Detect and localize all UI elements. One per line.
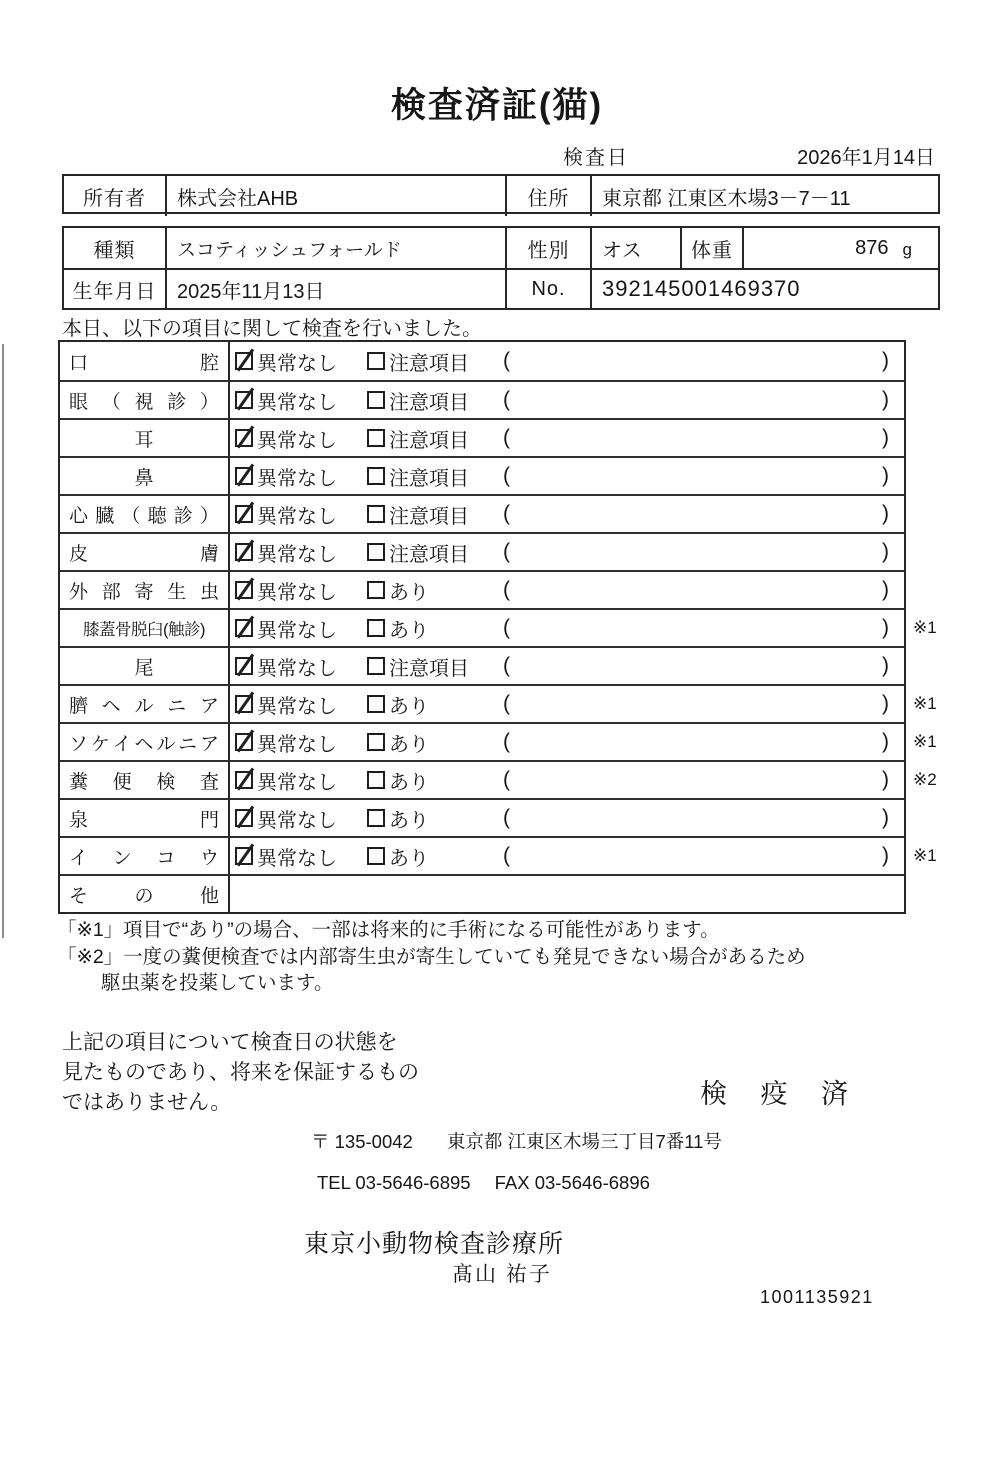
result-normal-option (235, 462, 367, 491)
paren-close: ) (882, 844, 889, 867)
paren-close: ) (882, 806, 889, 829)
item-name-segment: 部 (101, 581, 121, 603)
quarantine-passed-stamp: 検 疫 済 (700, 1079, 862, 1109)
checkbox-unchecked-icon (367, 505, 385, 523)
item-name-segment: ル (134, 695, 154, 717)
remarks-parentheses (503, 349, 904, 373)
item-name-segment: 膝蓋骨脱臼(触診) (83, 621, 205, 639)
item-name-segment: ニ (167, 695, 187, 717)
footnote-reference: ※1 (913, 732, 937, 751)
item-name-segment: そ (69, 885, 89, 907)
option-attention-label: あり (389, 581, 429, 604)
inspection-row (60, 532, 904, 570)
item-name-segment: 視 (134, 391, 154, 413)
item-name-segment: 耳 (134, 429, 154, 451)
item-name-segment: ソ (69, 733, 89, 755)
weight-cell (742, 228, 938, 268)
clinic-address: 東京都 江東区木場三丁目7番11号 (446, 1131, 722, 1152)
option-normal-label: 異常なし (257, 771, 337, 794)
item-name-segment: イ (112, 733, 132, 755)
inspection-item-name (60, 572, 230, 608)
inspection-row (60, 570, 904, 608)
item-name-segment: 虫 (199, 581, 219, 603)
checkbox-unchecked-icon (367, 467, 385, 485)
clinic-postal-code: 〒 135-0042 (311, 1131, 413, 1152)
scan-edge-artifact (2, 344, 4, 938)
item-name-segment: コ (156, 847, 176, 869)
inspection-result-cell (230, 800, 904, 836)
paren-open: ( (503, 540, 510, 563)
result-normal-option (235, 538, 367, 567)
paren-close: ) (882, 578, 889, 601)
checkbox-checked-icon (235, 809, 253, 827)
option-normal-label: 異常なし (257, 809, 337, 832)
item-name-segment: 生 (167, 581, 187, 603)
birth-label: 生年月日 (72, 280, 157, 303)
footnote-reference: ※2 (913, 770, 937, 789)
paren-close: ) (882, 616, 889, 639)
checkbox-unchecked-icon (367, 619, 385, 637)
checkbox-unchecked-icon (367, 809, 385, 827)
animal-table (62, 226, 940, 310)
birth-value: 2025年11月13日 (165, 270, 505, 308)
item-name-segment: 膚 (199, 543, 219, 565)
option-attention-label: あり (389, 733, 429, 756)
item-name-segment: 査 (199, 771, 219, 793)
microchip-no-label: No. (505, 270, 590, 308)
result-attention-option (367, 538, 503, 567)
option-normal-label: 異常なし (257, 695, 337, 718)
item-name-segment: ケ (90, 733, 110, 755)
inspection-result-cell (230, 838, 904, 874)
inspection-item-name (60, 458, 230, 494)
option-attention-label: あり (389, 809, 429, 832)
item-name-segment: 便 (112, 771, 132, 793)
checkbox-checked-icon (235, 429, 253, 447)
inspection-result-cell (230, 724, 904, 760)
owner-value: 株式会社AHB (165, 176, 505, 216)
inspection-item-name (60, 610, 230, 646)
clinic-fax: FAX 03-5646-6896 (494, 1172, 650, 1193)
disclaimer-line-2: 見たものであり、将来を保証するもの (62, 1061, 419, 1084)
clinic-tel: TEL 03-5646-6895 (317, 1172, 471, 1193)
option-attention-label: 注意項目 (389, 467, 469, 490)
option-normal-label: 異常なし (257, 657, 337, 680)
paren-close: ) (882, 349, 889, 372)
paren-close: ) (882, 426, 889, 449)
result-normal-option (235, 804, 367, 833)
inspection-item-name (60, 382, 230, 418)
paren-open: ( (503, 730, 510, 753)
result-attention-option (367, 614, 503, 643)
option-attention-label: 注意項目 (389, 352, 469, 375)
footnote-2: 「※2」一度の糞便検査では内部寄生虫が寄生していても発見できない場合があるため (57, 945, 806, 968)
result-attention-option (367, 500, 503, 529)
option-normal-label: 異常なし (257, 467, 337, 490)
inspection-item-name (60, 876, 230, 912)
disclaimer-line-1: 上記の項目について検査日の状態を (62, 1031, 398, 1054)
weight-unit: g (902, 240, 912, 259)
option-attention-label: 注意項目 (389, 543, 469, 566)
checkbox-checked-icon (235, 657, 253, 675)
inspection-row (60, 722, 937, 760)
paren-open: ( (503, 844, 510, 867)
result-attention-option (367, 424, 503, 453)
result-attention-option (367, 347, 503, 376)
result-normal-option (235, 690, 367, 719)
item-name-segment: ヘ (134, 733, 154, 755)
item-name-segment: 臓 (95, 505, 115, 527)
result-normal-option (235, 386, 367, 415)
remarks-parentheses (503, 426, 904, 450)
inspection-row (60, 836, 937, 874)
option-attention-label: 注意項目 (389, 429, 469, 452)
breed-label: 種類 (93, 239, 136, 262)
paren-open: ( (503, 692, 510, 715)
item-name-segment: 皮 (69, 543, 89, 565)
result-attention-option (367, 652, 503, 681)
item-name-segment: イ (69, 847, 89, 869)
item-name-segment: 腔 (199, 352, 219, 374)
result-attention-option (367, 690, 503, 719)
item-name-segment: 門 (199, 809, 219, 831)
item-name-segment: 眼 (69, 391, 89, 413)
option-normal-label: 異常なし (257, 391, 337, 414)
inspection-result-cell (230, 342, 904, 380)
item-name-segment: ニ (178, 733, 198, 755)
inspection-table (58, 340, 937, 914)
result-normal-option (235, 500, 367, 529)
result-normal-option (235, 614, 367, 643)
paren-open: ( (503, 654, 510, 677)
inspection-row (60, 494, 904, 532)
paren-open: ( (503, 616, 510, 639)
inspection-item-name (60, 496, 230, 532)
option-normal-label: 異常なし (257, 505, 337, 528)
inspection-result-cell (230, 458, 904, 494)
remarks-parentheses (503, 730, 904, 754)
result-attention-option (367, 386, 503, 415)
result-attention-option (367, 842, 503, 871)
result-normal-option (235, 728, 367, 757)
inspection-row (60, 608, 937, 646)
item-name-segment: 鼻 (134, 467, 154, 489)
item-name-segment: 診 (167, 391, 187, 413)
document-title: 検査済証(猫) (390, 86, 604, 125)
disclaimer-paragraph (62, 1028, 419, 1118)
footnote-reference: ※1 (913, 694, 937, 713)
item-name-segment: ル (156, 733, 176, 755)
checkbox-unchecked-icon (367, 847, 385, 865)
paren-close: ) (882, 768, 889, 791)
inspection-row (60, 874, 904, 912)
checkbox-checked-icon (235, 352, 253, 370)
intro-sentence: 本日、以下の項目に関して検査を行いました。 (62, 318, 482, 340)
clinic-tel-line (317, 1172, 650, 1194)
item-name-segment: 検 (156, 771, 176, 793)
inspection-result-cell (230, 610, 904, 646)
clinic-postal-line (311, 1128, 722, 1154)
item-name-segment: 臍 (69, 695, 89, 717)
result-attention-option (367, 766, 503, 795)
option-attention-label: あり (389, 847, 429, 870)
paren-open: ( (503, 349, 510, 372)
item-name-segment: 他 (199, 885, 219, 907)
result-attention-option (367, 728, 503, 757)
checkbox-unchecked-icon (367, 657, 385, 675)
remarks-parentheses (503, 768, 904, 792)
weight-label: 体重 (680, 228, 742, 268)
result-normal-option (235, 842, 367, 871)
footnote-3: 駆虫薬を投薬しています。 (101, 972, 334, 994)
item-name-segment: 口 (69, 352, 89, 374)
inspection-row (60, 342, 904, 380)
option-normal-label: 異常なし (257, 581, 337, 604)
veterinarian-name: 髙山 祐子 (452, 1263, 552, 1286)
disclaimer-line-3: ではありません。 (62, 1091, 232, 1114)
option-normal-label: 異常なし (257, 733, 337, 756)
exam-date-label: 検査日 (563, 147, 629, 169)
checkbox-unchecked-icon (367, 771, 385, 789)
microchip-no-value: 392145001469370 (590, 270, 938, 308)
sex-value: オス (590, 228, 680, 268)
checkbox-unchecked-icon (367, 429, 385, 447)
option-normal-label: 異常なし (257, 352, 337, 375)
paren-close: ) (882, 654, 889, 677)
remarks-parentheses (503, 616, 904, 640)
inspection-item-name (60, 342, 230, 380)
paren-open: ( (503, 388, 510, 411)
item-name-segment: （ (101, 391, 121, 413)
exam-date-value: 2026年1月14日 (797, 147, 935, 169)
paren-close: ) (882, 730, 889, 753)
sex-label: 性別 (505, 228, 590, 268)
result-normal-option (235, 766, 367, 795)
result-normal-option (235, 652, 367, 681)
footnotes (57, 917, 806, 997)
inspection-result-cell (230, 648, 904, 684)
checkbox-checked-icon (235, 581, 253, 599)
item-name-segment: （ (121, 505, 141, 527)
result-normal-option (235, 576, 367, 605)
checkbox-checked-icon (235, 771, 253, 789)
item-name-segment: 心 (69, 505, 89, 527)
inspection-row (60, 760, 937, 798)
result-attention-option (367, 804, 503, 833)
inspection-item-name (60, 686, 230, 722)
inspection-item-name (60, 838, 230, 874)
option-attention-label: 注意項目 (389, 657, 469, 680)
option-normal-label: 異常なし (257, 429, 337, 452)
item-name-segment: ヘ (101, 695, 121, 717)
inspection-item-name (60, 648, 230, 684)
inspection-item-name (60, 762, 230, 798)
remarks-parentheses (503, 502, 904, 526)
option-attention-label: 注意項目 (389, 505, 469, 528)
option-normal-label: 異常なし (257, 619, 337, 642)
remarks-parentheses (503, 806, 904, 830)
remarks-parentheses (503, 692, 904, 716)
item-name-segment: ） (199, 505, 219, 527)
serial-number: 1001135921 (760, 1287, 874, 1307)
remarks-parentheses (503, 578, 904, 602)
checkbox-unchecked-icon (367, 695, 385, 713)
checkbox-checked-icon (235, 543, 253, 561)
item-name-segment: ア (199, 695, 219, 717)
inspection-row (60, 418, 904, 456)
checkbox-unchecked-icon (367, 352, 385, 370)
inspection-row (60, 380, 904, 418)
inspection-row (60, 798, 904, 836)
checkbox-unchecked-icon (367, 733, 385, 751)
footnote-1: 「※1」項目で“あり”の場合、一部は将来的に手術になる可能性があります。 (57, 919, 720, 941)
item-name-segment: ウ (199, 847, 219, 869)
option-attention-label: 注意項目 (389, 391, 469, 414)
remarks-parentheses (503, 654, 904, 678)
checkbox-checked-icon (235, 467, 253, 485)
owner-table (62, 174, 940, 214)
paren-open: ( (503, 426, 510, 449)
inspection-result-cell (230, 420, 904, 456)
inspection-result-cell (230, 762, 904, 798)
item-name-segment: の (134, 885, 154, 907)
owner-address-label: 住所 (505, 176, 590, 216)
paren-close: ) (882, 502, 889, 525)
inspection-row (60, 456, 904, 494)
option-attention-label: あり (389, 619, 429, 642)
checkbox-unchecked-icon (367, 391, 385, 409)
result-normal-option (235, 347, 367, 376)
checkbox-checked-icon (235, 619, 253, 637)
item-name-segment: ア (199, 733, 219, 755)
inspection-result-cell (230, 496, 904, 532)
checkbox-unchecked-icon (367, 543, 385, 561)
option-normal-label: 異常なし (257, 543, 337, 566)
item-name-segment: 診 (173, 505, 193, 527)
clinic-name: 東京小動物検査診療所 (304, 1230, 565, 1258)
result-attention-option (367, 462, 503, 491)
inspection-item-name (60, 800, 230, 836)
paren-close: ) (882, 692, 889, 715)
paren-open: ( (503, 768, 510, 791)
remarks-parentheses (503, 464, 904, 488)
inspection-item-name (60, 420, 230, 456)
inspection-result-cell (230, 382, 904, 418)
paren-open: ( (503, 502, 510, 525)
paren-close: ) (882, 388, 889, 411)
footnote-reference: ※1 (913, 618, 937, 637)
paren-close: ) (882, 540, 889, 563)
item-name-segment: 聴 (147, 505, 167, 527)
inspection-result-cell (230, 876, 904, 912)
paren-open: ( (503, 578, 510, 601)
inspection-result-cell (230, 572, 904, 608)
option-attention-label: あり (389, 695, 429, 718)
item-name-segment: 尾 (134, 657, 154, 679)
checkbox-checked-icon (235, 695, 253, 713)
paren-close: ) (882, 464, 889, 487)
weight-value: 876 (855, 236, 889, 259)
item-name-segment: ） (199, 391, 219, 413)
remarks-parentheses (503, 388, 904, 412)
footnote-reference: ※1 (913, 846, 937, 865)
option-normal-label: 異常なし (257, 847, 337, 870)
checkbox-checked-icon (235, 505, 253, 523)
owner-label: 所有者 (83, 187, 146, 210)
paren-open: ( (503, 464, 510, 487)
remarks-parentheses (503, 844, 904, 868)
inspection-result-cell (230, 534, 904, 570)
inspection-result-cell (230, 686, 904, 722)
inspection-item-name (60, 534, 230, 570)
paren-open: ( (503, 806, 510, 829)
item-name-segment: ン (112, 847, 132, 869)
owner-address-value: 東京都 江東区木場3－7－11 (590, 176, 938, 216)
inspection-row (60, 684, 937, 722)
inspection-item-name (60, 724, 230, 760)
item-name-segment: 泉 (69, 809, 89, 831)
option-attention-label: あり (389, 771, 429, 794)
item-name-segment: 糞 (69, 771, 89, 793)
checkbox-unchecked-icon (367, 581, 385, 599)
breed-value: スコティッシュフォールド (165, 228, 505, 268)
inspection-row (60, 646, 904, 684)
checkbox-checked-icon (235, 847, 253, 865)
checkbox-checked-icon (235, 733, 253, 751)
item-name-segment: 外 (69, 581, 89, 603)
result-normal-option (235, 424, 367, 453)
checkbox-checked-icon (235, 391, 253, 409)
remarks-parentheses (503, 540, 904, 564)
item-name-segment: 寄 (134, 581, 154, 603)
result-attention-option (367, 576, 503, 605)
